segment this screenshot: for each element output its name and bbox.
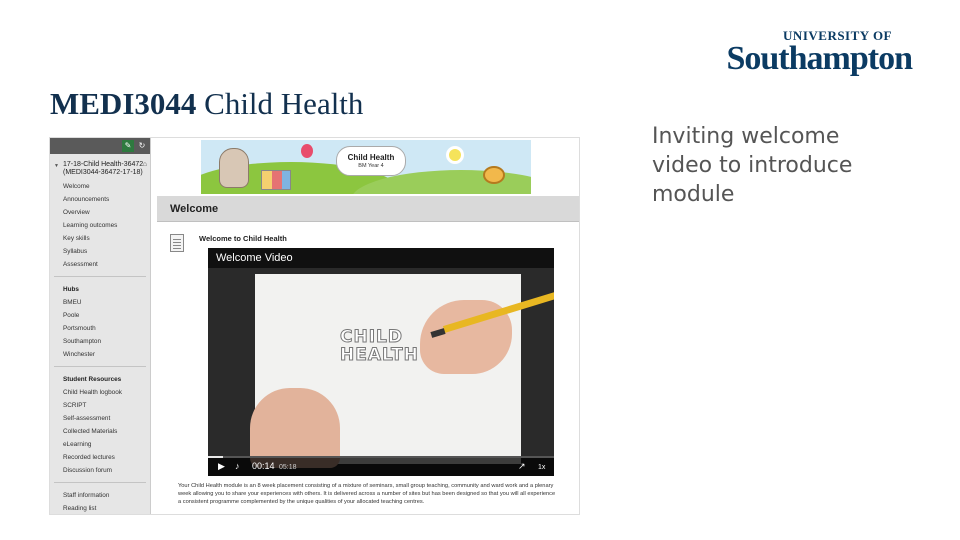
- teddy-bear-illustration: [219, 148, 249, 188]
- fullscreen-icon[interactable]: ↗: [518, 461, 526, 471]
- video-title-bar: [208, 248, 554, 268]
- sidebar-item-reading-list[interactable]: Reading list: [63, 505, 97, 512]
- sidebar-item-logbook[interactable]: Child Health logbook: [63, 389, 122, 396]
- course-title-text: 17-18-Child Health-36472 (MEDI3044-36472-17-18): [63, 161, 144, 176]
- sidebar-divider: [54, 271, 146, 277]
- drawn-lettering-line: CHILD: [340, 327, 403, 347]
- snail-illustration: [483, 166, 505, 184]
- sidebar-item-recorded-lectures[interactable]: Recorded lectures: [63, 454, 115, 461]
- home-icon[interactable]: ⌂: [142, 161, 147, 168]
- course-content: [151, 138, 580, 515]
- sidebar-topbar: [50, 138, 150, 154]
- refresh-icon[interactable]: ↻: [138, 141, 146, 150]
- sidebar-item-elearning[interactable]: eLearning: [63, 441, 92, 448]
- volume-icon[interactable]: ♪: [235, 461, 240, 471]
- module-name: Child Health: [204, 86, 364, 121]
- video-duration: 05:18: [279, 464, 297, 471]
- sidebar-item-southampton[interactable]: Southampton: [63, 338, 102, 345]
- course-banner: [201, 140, 531, 194]
- module-description: Your Child Health module is an 8 week placement consisting of a mixture of seminars, small group teaching, community and ward work and a plenary week allowing you to share your experiences with others. It is delivered across a number of sites but has been designed so that you will all experience a consistent programme complemented by the unique qualities of your allocated teaching centres.: [178, 483, 556, 505]
- sidebar-item-overview[interactable]: Overview: [63, 209, 90, 216]
- section-header: [157, 196, 580, 222]
- sidebar-item-assessment[interactable]: Assessment: [63, 261, 98, 268]
- sidebar-item-discussion-forum[interactable]: Discussion forum: [63, 467, 113, 474]
- sidebar-heading-resources: Student Resources: [63, 376, 122, 383]
- course-sidebar: [50, 138, 151, 515]
- sidebar-heading-hubs: Hubs: [63, 286, 79, 293]
- play-icon[interactable]: ▶: [218, 461, 225, 471]
- sidebar-item-welcome[interactable]: Welcome: [63, 183, 90, 190]
- section-title: Welcome: [170, 203, 219, 215]
- sidebar-item-bmeu[interactable]: BMEU: [63, 299, 82, 306]
- university-logo: [722, 28, 912, 77]
- flower-illustration: [446, 146, 464, 164]
- logo-top-text: UNIVERSITY OF: [783, 28, 892, 43]
- balloon-illustration: [301, 144, 313, 158]
- sidebar-menu-resources: [50, 373, 150, 477]
- sidebar-menu-top: [50, 180, 150, 271]
- playback-speed[interactable]: 1x: [538, 464, 546, 471]
- sidebar-divider: [54, 361, 146, 367]
- sidebar-divider: [54, 477, 146, 483]
- sidebar-item-learning-outcomes[interactable]: Learning outcomes: [63, 222, 118, 229]
- drawn-lettering-line: HEALTH: [340, 345, 419, 365]
- drawn-lettering: [340, 328, 419, 364]
- sidebar-item-winchester[interactable]: Winchester: [63, 351, 95, 358]
- banner-subtitle: BM Year 4: [358, 163, 384, 169]
- video-title: Welcome Video: [216, 252, 293, 264]
- document-icon: [170, 234, 184, 252]
- content-item-title[interactable]: Welcome to Child Health: [199, 234, 287, 243]
- sidebar-item-staff-information[interactable]: Staff information: [63, 492, 110, 499]
- toy-blocks-illustration: [261, 170, 291, 190]
- sidebar-item-collected-materials[interactable]: Collected Materials: [63, 428, 118, 435]
- edit-mode-icon[interactable]: ✎: [122, 140, 134, 152]
- video-progress-bar[interactable]: [208, 456, 554, 458]
- video-controls: [208, 456, 554, 476]
- sidebar-item-poole[interactable]: Poole: [63, 312, 80, 319]
- video-player[interactable]: [208, 248, 554, 476]
- sidebar-item-script[interactable]: SCRIPT: [63, 402, 87, 409]
- logo-name-text: Southampton: [726, 40, 912, 77]
- course-page-screenshot: [49, 137, 580, 515]
- sidebar-item-syllabus[interactable]: Syllabus: [63, 248, 88, 255]
- collapse-caret-icon[interactable]: ▼: [54, 163, 59, 169]
- sidebar-item-announcements[interactable]: Announcements: [63, 196, 110, 203]
- sidebar-menu-staff: [50, 489, 150, 515]
- sidebar-item-self-assessment[interactable]: Self-assessment: [63, 415, 111, 422]
- banner-title: Child Health: [347, 153, 395, 162]
- slide-title: [50, 86, 363, 122]
- module-code: MEDI3044: [50, 86, 197, 121]
- sidebar-item-portsmouth[interactable]: Portsmouth: [63, 325, 96, 332]
- video-progress-fill: [208, 456, 223, 458]
- side-note: Inviting welcome video to introduce module: [652, 124, 853, 207]
- banner-label: [336, 146, 406, 176]
- sidebar-item-key-skills[interactable]: Key skills: [63, 235, 90, 242]
- sidebar-menu-hubs: [50, 283, 150, 361]
- current-time: 00:14: [252, 461, 275, 471]
- course-title[interactable]: [50, 154, 150, 180]
